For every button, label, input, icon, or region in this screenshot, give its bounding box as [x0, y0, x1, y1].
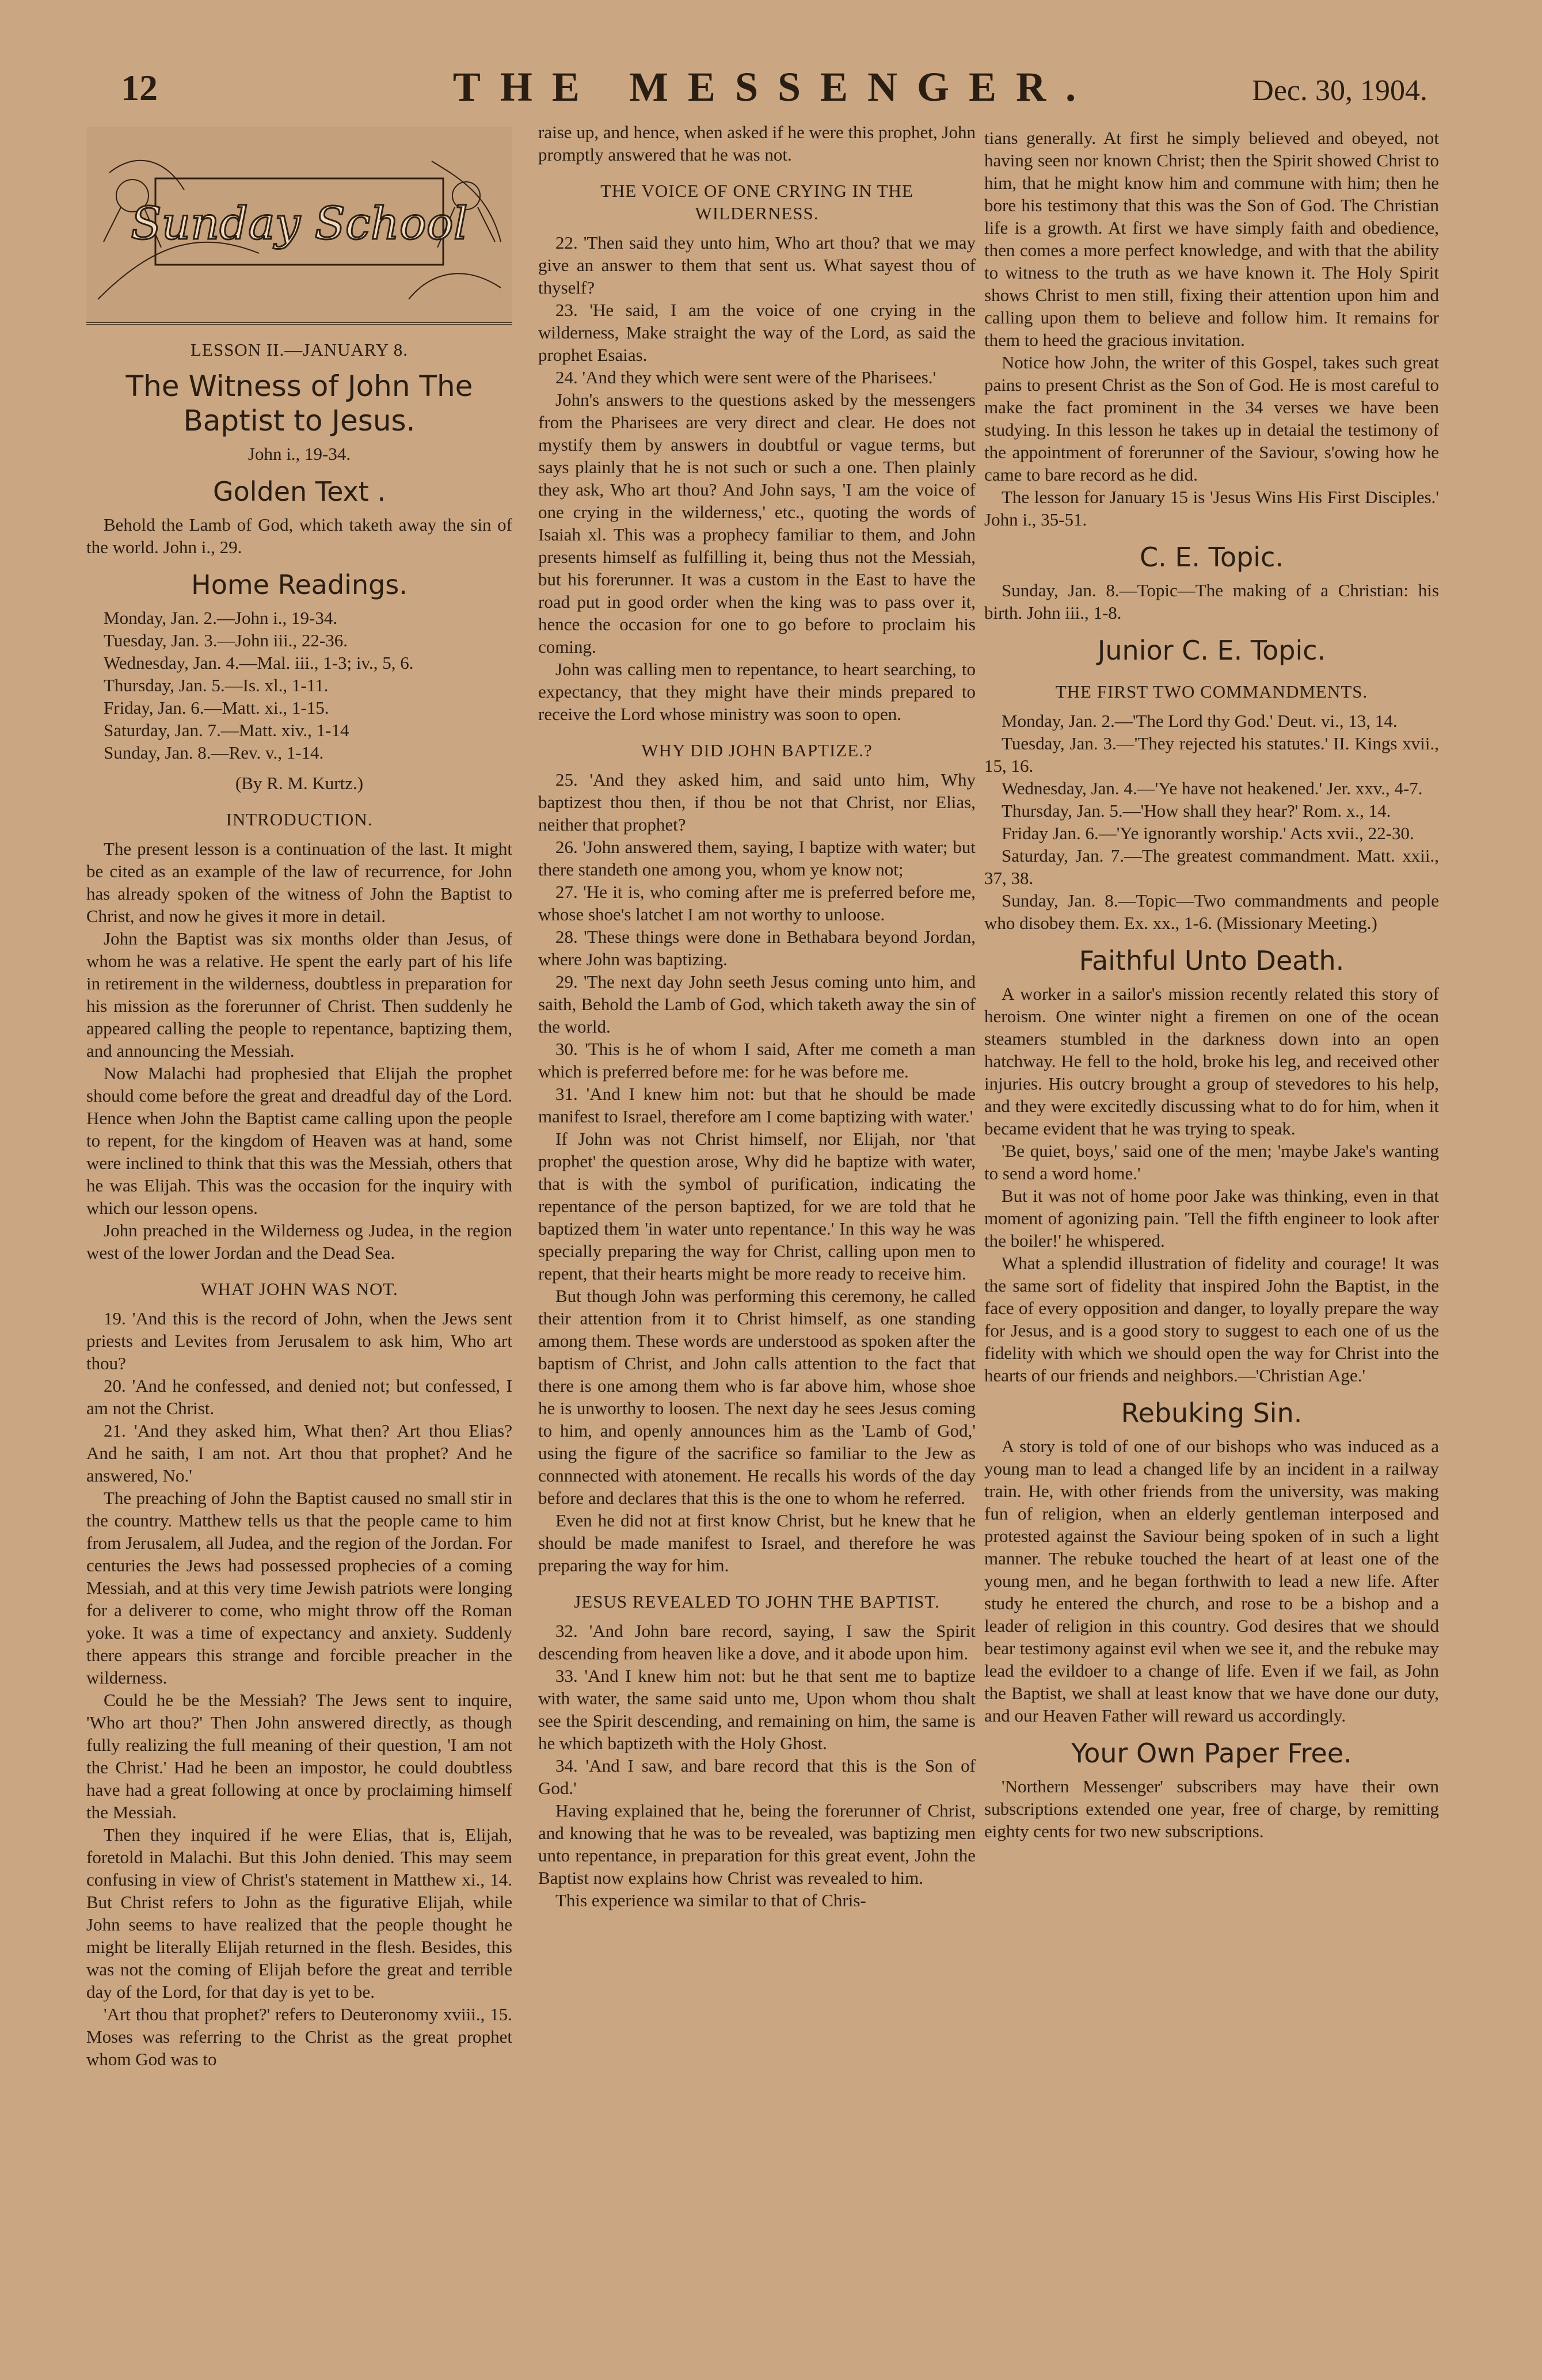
paragraph: 31. 'And I knew him not: but that he should be made manifest to Israel, therefore am I come baptizing with water.': [538, 1084, 976, 1126]
paragraph: Even he did not at first know Christ, but he knew that he should be made manifest to Israel, and therefore he was preparing the way for him.: [538, 1510, 976, 1575]
paragraph: Then they inquired if he were Elias, that is, Elijah, foretold in Malachi. But this John denied. This may seem confusing in view of Christ's statement in Matthew xi., 14. But Christ refers to John as the figurative Elijah, while John seems to have realized that the people thought he might be literally Elijah returned in the flesh. Besides, this was not the coming of Elijah before the great and terrible day of the Lord, for that day is yet to be.: [86, 1825, 512, 2002]
paragraph: raise up, and hence, when asked if he were this prophet, John promptly answered that he was not.: [538, 122, 976, 165]
paragraph: tians generally. At first he simply believed and obeyed, not having seen nor known Christ; then the Spirit showed Christ to him, that he might know him and commune with him; then he bore his testimony that this was the Son of God. The Christian life is a growth. At first we have simply faith and obedience, then comes a more perfect knowledge, and with that the ability to witness to the truth as we have known it. The Holy Spirit shows Christ to men still, fixing their attention upon him and calling upon them to believe and follow him. It remains for them to heed the gracious invitation.: [984, 128, 1439, 350]
paragraph: 24. 'And they which were sent were of the Pharisees.': [555, 367, 936, 387]
reading-item: Tuesday, Jan. 3.—John iii., 22-36.: [104, 630, 348, 650]
paragraph: Sunday, Jan. 8.—Topic—The making of a Christian: his birth. John iii., 1-8.: [984, 580, 1439, 623]
junior-ce-subheading: THE FIRST TWO COMMANDMENTS.: [1055, 681, 1368, 702]
golden-text-heading: Golden Text .: [212, 476, 386, 507]
topic-item: Saturday, Jan. 7.—The greatest commandment. Matt. xxii., 37, 38.: [984, 846, 1439, 888]
paragraph: The lesson for January 15 is 'Jesus Wins His First Disciples.' John i., 35-51.: [984, 487, 1439, 530]
paragraph: What a splendid illustration of fidelity and courage! It was the same sort of fidelity that inspired John the Baptist, in the face of every opposition and danger, to loyally prepare the way for Jesus, and is a good story to suggest to each one of us the fidelity with which we should open the way for Christ into the hearts of our friends and neighbors.—'Christian Age.': [984, 1253, 1439, 1385]
introduction-heading: INTRODUCTION.: [226, 809, 373, 829]
page-number: 12: [121, 67, 158, 108]
paragraph: Now Malachi had prophesied that Elijah the prophet should come before the great and dreadful day of the Lord. Hence when John the Baptist came calling upon the people to repent, for the kingdom of Heaven was at hand, some were inclined to think that this was the Messiah, others that he was Elijah. This was the occasion for the inquiry with which our lesson opens.: [86, 1063, 512, 1218]
paragraph: Could he be the Messiah? The Jews sent to inquire, 'Who art thou?' Then John answered directly, as though fully realizing the full meaning of their question, 'I am not the Christ.' Had he been an impostor, he could doubtless have had a great following at once by proclaiming himself the Messiah.: [86, 1690, 512, 1822]
masthead: [121, 63, 1427, 115]
reading-item: Friday, Jan. 6.—Matt. xi., 1-15.: [104, 698, 329, 718]
paragraph: 28. 'These things were done in Bethabara beyond Jordan, where John was baptizing.: [538, 927, 976, 969]
author-byline: (By R. M. Kurtz.): [235, 773, 364, 793]
lesson-label: LESSON II.—JANUARY 8.: [190, 340, 409, 360]
paragraph: 23. 'He said, I am the voice of one crying in the wilderness, Make straight the way of the Lord, as said the prophet Esaias.: [538, 300, 976, 365]
newspaper-title: THE MESSENGER.: [452, 64, 1096, 110]
section-heading: WHY DID JOHN BAPTIZE.?: [641, 740, 873, 760]
paper-free-heading: Your Own Paper Free.: [1071, 1738, 1352, 1769]
paragraph: 20. 'And he confessed, and denied not; but confessed, I am not the Christ.: [86, 1376, 512, 1418]
section-heading: WHAT JOHN WAS NOT.: [200, 1279, 398, 1299]
paragraph: If John was not Christ himself, nor Elijah, nor 'that prophet' the question arose, Why did he baptize with water, that is with the symbol of purification, indicating the repentance of the person baptized, for we are told that he baptized them 'in water unto repentance.' In this way he was specially preparing the way for Christ, calling upon men to repent, that their hearts might be more ready to receive him.: [538, 1129, 976, 1284]
reading-item: Saturday, Jan. 7.—Matt. xiv., 1-14: [104, 720, 349, 740]
paragraph: 34. 'And I saw, and bare record that this is the Son of God.': [538, 1756, 976, 1798]
rebuking-heading: Rebuking Sin.: [1121, 1397, 1303, 1429]
paragraph: 33. 'And I knew him not: but he that sent me to baptize with water, the same said unto me, Upon whom thou shalt see the Spirit descending, and remaining on him, the same is he which baptizeth with the Holy Ghost.: [538, 1666, 976, 1753]
paragraph: Notice how John, the writer of this Gospel, takes such great pains to present Christ as the Son of God. He is most careful to make the fact prominent in the 34 verses we have been studying. In this lesson he takes up in detaial the testimony of the appointment of forerunner of the Saviour, s'owing how he came to bare record as he did.: [984, 352, 1439, 485]
paragraph: But it was not of home poor Jake was thinking, even in that moment of agonizing pain. 'Tell the fifth engineer to look after the boiler!' he whispered.: [984, 1186, 1439, 1251]
paragraph: But though John was performing this ceremony, he called their attention from it to Christ himself, as one standing among them. These words are understood as spoken after the baptism of Christ, and John calls attention to the fact that there is one among them who is far above him, whose shoe he is unworthy to loosen. The next day he sees Jesus coming to him, and openly announces him as the 'Lamb of God,' using the figure of the sacrifice so familiar to the Jew as connnected with atonement. He recalls his words of the day before and declares that this is the one to whom he referred.: [538, 1286, 976, 1508]
reading-item: Wednesday, Jan. 4.—Mal. iii., 1-3; iv., 5, 6.: [104, 653, 414, 673]
paragraph: 21. 'And they asked him, What then? Art thou Elias? And he saith, I am not. Art thou that prophet? And he answered, No.': [86, 1421, 512, 1486]
paragraph: 'Be quiet, boys,' said one of the men; 'maybe Jake's wanting to send a word home.': [984, 1141, 1439, 1183]
topic-item: Thursday, Jan. 5.—'How shall they hear?' Rom. x., 14.: [1002, 801, 1391, 821]
paragraph: 'Art thou that prophet?' refers to Deuteronomy xviii., 15. Moses was referring to the Christ as the great prophet whom God was to: [86, 2004, 512, 2069]
reading-item: Thursday, Jan. 5.—Is. xl., 1-11.: [104, 675, 329, 695]
paragraph: 'Northern Messenger' subscribers may have their own subscriptions extended one year, free of charge, by remitting eighty cents for two new subscriptions.: [984, 1776, 1439, 1841]
lesson-title: The Witness of John The Baptist to Jesus.: [125, 370, 473, 437]
column-1: [86, 127, 512, 2345]
paragraph: The preaching of John the Baptist caused no small stir in the country. Matthew tells us that the people came to him from Jerusalem, all Judea, and the region of the Jordan. For centuries the Jews had possessed prophecies of a coming Messiah, and at this very time Jewish patriots were longing for a deliverer to come, who might throw off the Roman yoke. It was a time of expectancy and anxiety. Suddenly there appears this strange and forcible preacher in the wilderness.: [86, 1488, 512, 1688]
home-readings-heading: Home Readings.: [191, 569, 408, 600]
paragraph: 30. 'This is he of whom I said, After me cometh a man which is preferred before me: for he was before me.: [538, 1039, 976, 1082]
paragraph: 27. 'He it is, who coming after me is preferred before me, whose shoe's latchet I am not worthy to unloose.: [538, 882, 976, 924]
topic-item: Sunday, Jan. 8.—Topic—Two commandments and people who disobey them. Ex. xx., 1-6. (Missionary Meeting.): [984, 890, 1439, 933]
issue-date: Dec. 30, 1904.: [1252, 74, 1427, 107]
topic-item: Monday, Jan. 2.—'The Lord thy God.' Deut. vi., 13, 14.: [1002, 711, 1398, 731]
ce-topic-heading: C. E. Topic.: [1140, 542, 1284, 573]
section-heading: THE VOICE OF ONE CRYING IN THE WILDERNESS.: [600, 181, 913, 223]
reading-item: Sunday, Jan. 8.—Rev. v., 1-14.: [104, 742, 324, 763]
topic-item: Friday Jan. 6.—'Ye ignorantly worship.' Acts xvii., 22-30.: [1002, 823, 1414, 843]
topic-item: Tuesday, Jan. 3.—'They rejected his statutes.' II. Kings xvii., 15, 16.: [984, 733, 1439, 776]
paragraph: 29. 'The next day John seeth Jesus coming unto him, and saith, Behold the Lamb of God, which taketh away the sin of the world.: [538, 972, 976, 1037]
sunday-school-logo: [86, 127, 512, 325]
topic-item: Wednesday, Jan. 4.—'Ye have not heakened.' Jer. xxv., 4-7.: [1002, 778, 1423, 798]
paragraph: 26. 'John answered them, saying, I baptize with water; but there standeth one among you, whom ye know not;: [538, 837, 976, 879]
faithful-heading: Faithful Unto Death.: [1079, 945, 1345, 976]
lesson-reference: John i., 19-34.: [248, 444, 351, 464]
paragraph: 32. 'And John bare record, saying, I saw the Spirit descending from heaven like a dove, and it abode upon him.: [538, 1621, 976, 1663]
paragraph: Having explained that he, being the forerunner of Christ, and knowing that he was to be revealed, was baptizing men unto repentance, in preparation for this great event, John the Baptist now explains how Christ was revealed to him.: [538, 1800, 976, 1888]
paragraph: John was calling men to repentance, to heart searching, to expectancy, that they might have their minds prepared to receive the Lord whose ministry was soon to open.: [538, 659, 976, 724]
paragraph: John's answers to the questions asked by the messengers from the Pharisees are very direct and clear. He does not mystify them by answers in doubtful or vague terms, but says plainly that he is not such or such a one. Then plainly they ask, Who art thou? And John says, 'I am the voice of one crying in the wilderness,' etc., quoting the words of Isaiah xl. This was a prophecy familiar to them, and John presents himself as fulfilling it, being thus not the Messiah, but his forerunner. It was a custom in the East to have the road put in good order when the king was to pass over it, hence the occasion for one to go before to proclaim his coming.: [538, 390, 976, 657]
column-3: [984, 127, 1439, 2345]
reading-item: Monday, Jan. 2.—John i., 19-34.: [104, 608, 338, 628]
svg-text:Sunday School: Sunday School: [131, 198, 468, 250]
section-heading: JESUS REVEALED TO JOHN THE BAPTIST.: [574, 1591, 940, 1612]
home-readings-list: [86, 607, 512, 764]
paragraph: John the Baptist was six months older than Jesus, of whom he was a relative. He spent the early part of his life in retirement in the wilderness, doubtless in preparation for his mission as the forerunner of Christ. Then suddenly he appeared calling the people to repentance, baptizing them, and announcing the Messiah.: [86, 928, 512, 1061]
paragraph: A story is told of one of our bishops who was induced as a young man to lead a changed life by an incident in a railway train. He, with other friends from the university, was making fun of religion, when an elderly gentleman interposed and protested against the Saviour being spoken of in such a light manner. The rebuke touched the heart of at least one of the young men, and he began forthwith to lead a new life. After study he entered the church, and rose to be a bishop and a leader of religion in this country. God desires that we should bear testimony against evil when we see it, and the rebuke may lead the evildoer to a change of life. Even if we fail, as John the Baptist, we shall at least know that we have done our duty, and our Heaven Father will reward us accordingly.: [984, 1436, 1439, 1726]
paragraph: 22. 'Then said they unto him, Who art thou? that we may give an answer to them that sent us. What sayest thou of thyself?: [538, 233, 976, 298]
paragraph: A worker in a sailor's mission recently related this story of heroism. One winter night a firemen on one of the ocean steamers stumbled in the darkness down into an open hatchway. He fell to the hold, broke his leg, and received other injuries. His outcry brought a group of stevedores to his help, and they were excitedly discussing what to do for him, when it became evident that he was trying to speak.: [984, 984, 1439, 1138]
paragraph: This experience wa similar to that of Chris-: [555, 1890, 866, 1910]
golden-text: Behold the Lamb of God, which taketh away the sin of the world. John i., 29.: [86, 515, 512, 557]
paragraph: 19. 'And this is the record of John, when the Jews sent priests and Levites from Jerusalem to ask him, Who art thou?: [86, 1308, 512, 1373]
column-2: [538, 121, 976, 2345]
paragraph: The present lesson is a continuation of the last. It might be cited as an example of the law of recurrence, for John has already spoken of the witness of John the Baptist to Christ, and now he gives it more in detail.: [86, 839, 512, 926]
paragraph: 25. 'And they asked him, and said unto him, Why baptizest thou then, if thou be not that Christ, nor Elias, neither that prophet?: [538, 770, 976, 835]
paragraph: John preached in the Wilderness og Judea, in the region west of the lower Jordan and the Dead Sea.: [86, 1220, 512, 1263]
junior-ce-heading: Junior C. E. Topic.: [1097, 635, 1326, 666]
